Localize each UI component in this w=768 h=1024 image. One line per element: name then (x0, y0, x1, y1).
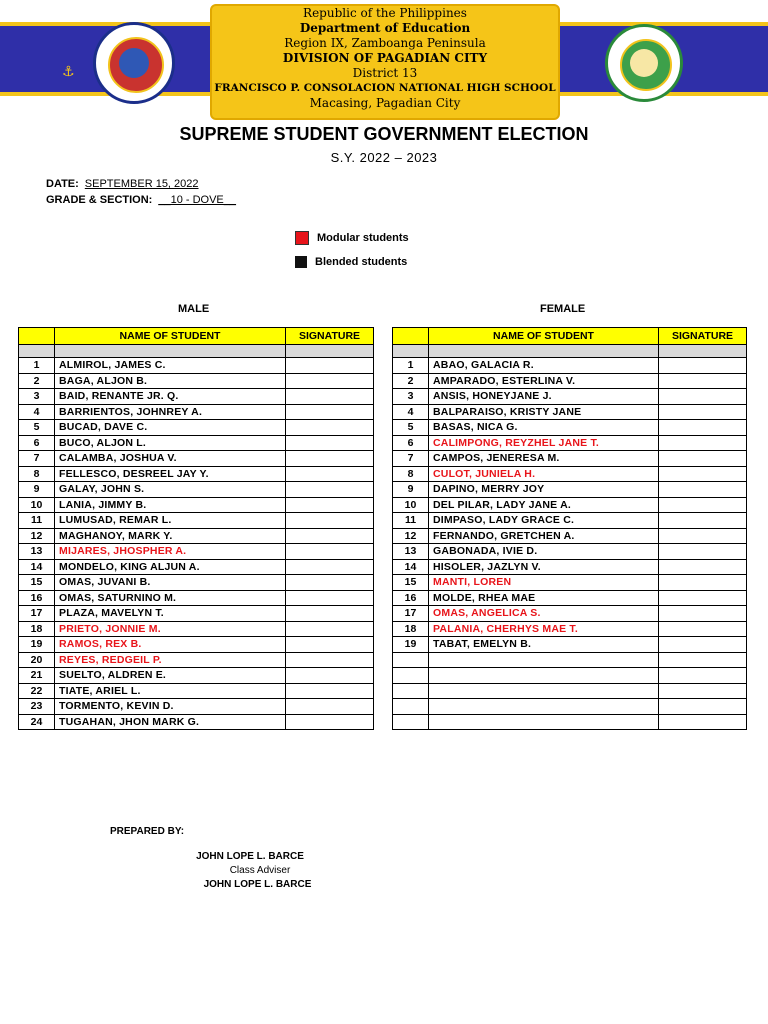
student-name: TIATE, ARIEL L. (55, 683, 286, 699)
row-number (393, 714, 429, 730)
signature-cell[interactable] (286, 420, 374, 436)
row-number: 15 (393, 575, 429, 591)
row-number: 10 (19, 497, 55, 513)
student-name: LANIA, JIMMY B. (55, 497, 286, 513)
signature-cell[interactable] (286, 652, 374, 668)
row-number: 11 (393, 513, 429, 529)
signature-cell[interactable] (659, 699, 747, 715)
row-number: 12 (393, 528, 429, 544)
signature-cell[interactable] (286, 435, 374, 451)
date-value: SEPTEMBER 15, 2022 (84, 178, 199, 190)
row-number: 1 (19, 358, 55, 374)
signature-cell[interactable] (659, 668, 747, 684)
row-number: 15 (19, 575, 55, 591)
student-name: MAGHANOY, MARK Y. (55, 528, 286, 544)
row-number: 14 (393, 559, 429, 575)
header-line-region: Region IX, Zamboanga Peninsula (284, 36, 486, 50)
signature-cell[interactable] (659, 683, 747, 699)
signature-cell[interactable] (286, 637, 374, 653)
student-name: BAID, RENANTE JR. Q. (55, 389, 286, 405)
adviser-name-repeat: JOHN LOPE L. BARCE (203, 879, 312, 890)
signature-cell[interactable] (659, 435, 747, 451)
table-row (19, 652, 374, 668)
name-header: NAME OF STUDENT (55, 328, 286, 345)
table-row (19, 559, 374, 575)
table-row (19, 404, 374, 420)
student-name (429, 668, 659, 684)
page-title: SUPREME STUDENT GOVERNMENT ELECTION (179, 124, 589, 144)
row-number: 17 (19, 606, 55, 622)
row-number: 2 (19, 373, 55, 389)
row-number: 2 (393, 373, 429, 389)
table-row (393, 389, 747, 405)
row-number: 13 (19, 544, 55, 560)
row-number: 9 (393, 482, 429, 498)
table-row (19, 714, 374, 730)
row-number (393, 683, 429, 699)
date-row (46, 178, 199, 190)
table-row (393, 714, 747, 730)
header-line-republic: Republic of the Philippines (303, 6, 467, 20)
prepared-by-label: PREPARED BY: (110, 826, 185, 837)
table-row (19, 699, 374, 715)
signature-cell[interactable] (659, 451, 747, 467)
student-name: RAMOS, REX B. (55, 637, 286, 653)
student-name: ANSIS, HONEYJANE J. (429, 389, 659, 405)
signature-cell[interactable] (659, 482, 747, 498)
student-name: CALIMPONG, REYZHEL JANE T. (429, 435, 659, 451)
header-line-district: District 13 (352, 66, 418, 80)
table-row (19, 575, 374, 591)
student-name: BUCO, ALJON L. (55, 435, 286, 451)
legend-modular-label: Modular students (317, 231, 409, 244)
spacer-row (393, 345, 747, 358)
student-name (429, 683, 659, 699)
table-row (393, 559, 747, 575)
student-name: AMPARADO, ESTERLINA V. (429, 373, 659, 389)
row-number: 20 (19, 652, 55, 668)
grade-row (46, 194, 236, 206)
row-number: 4 (393, 404, 429, 420)
name-header: NAME OF STUDENT (429, 328, 659, 345)
student-name: TABAT, EMELYN B. (429, 637, 659, 653)
signature-cell[interactable] (286, 482, 374, 498)
row-number: 19 (393, 637, 429, 653)
row-number: 4 (19, 404, 55, 420)
adviser-role: Class Adviser (229, 865, 291, 876)
student-name: PALANIA, CHERHYS MAE T. (429, 621, 659, 637)
row-number: 19 (19, 637, 55, 653)
female-heading: FEMALE (540, 303, 586, 315)
signature-cell[interactable] (286, 606, 374, 622)
table-row (19, 451, 374, 467)
student-name: BASAS, NICA G. (429, 420, 659, 436)
signature-cell[interactable] (286, 714, 374, 730)
row-number: 22 (19, 683, 55, 699)
table-row (393, 590, 747, 606)
student-name: TUGAHAN, JHON MARK G. (55, 714, 286, 730)
student-name: FELLESCO, DESREEL JAY Y. (55, 466, 286, 482)
row-number: 18 (19, 621, 55, 637)
signature-cell[interactable] (286, 621, 374, 637)
student-name: TORMENTO, KEVIN D. (55, 699, 286, 715)
row-number: 14 (19, 559, 55, 575)
row-number: 6 (19, 435, 55, 451)
spacer-row (19, 345, 374, 358)
table-header-row (393, 328, 747, 345)
signature-cell[interactable] (659, 358, 747, 374)
signature-cell[interactable] (286, 373, 374, 389)
row-number (393, 652, 429, 668)
adviser-name: JOHN LOPE L. BARCE (196, 851, 304, 862)
student-name: LUMUSAD, REMAR L. (55, 513, 286, 529)
table-row (19, 482, 374, 498)
student-name: BARRIENTOS, JOHNREY A. (55, 404, 286, 420)
signature-cell[interactable] (286, 404, 374, 420)
row-number: 8 (393, 466, 429, 482)
header-text (210, 6, 560, 111)
signature-cell[interactable] (286, 544, 374, 560)
student-name: GALAY, JOHN S. (55, 482, 286, 498)
student-name: ABAO, GALACIA R. (429, 358, 659, 374)
table-row (19, 590, 374, 606)
table-row (393, 420, 747, 436)
signature-cell[interactable] (659, 621, 747, 637)
row-number: 7 (393, 451, 429, 467)
grade-label: GRADE & SECTION: (46, 194, 153, 206)
student-name: MIJARES, JHOSPHER A. (55, 544, 286, 560)
legend-blended (295, 256, 407, 268)
signature-cell[interactable] (286, 513, 374, 529)
signature-cell[interactable] (659, 466, 747, 482)
row-number: 8 (19, 466, 55, 482)
table-row (393, 699, 747, 715)
student-name: PRIETO, JONNIE M. (55, 621, 286, 637)
student-name: BALPARAISO, KRISTY JANE (429, 404, 659, 420)
student-name: CULOT, JUNIELA H. (429, 466, 659, 482)
student-name: MONDELO, KING ALJUN A. (55, 559, 286, 575)
signature-cell[interactable] (659, 606, 747, 622)
table-row (393, 528, 747, 544)
row-number: 11 (19, 513, 55, 529)
letterhead (0, 0, 768, 120)
deped-seal-icon (93, 22, 175, 104)
row-number: 24 (19, 714, 55, 730)
row-number: 7 (19, 451, 55, 467)
signature-cell[interactable] (659, 513, 747, 529)
row-number: 1 (393, 358, 429, 374)
number-header (19, 328, 55, 345)
table-row (393, 513, 747, 529)
table-row (19, 497, 374, 513)
signature-cell[interactable] (286, 528, 374, 544)
signature-header: SIGNATURE (286, 328, 374, 345)
row-number: 3 (393, 389, 429, 405)
row-number (393, 699, 429, 715)
signature-cell[interactable] (286, 575, 374, 591)
table-row (19, 606, 374, 622)
header-line-school: FRANCISCO P. CONSOLACION NATIONAL HIGH SCHOOL (214, 82, 556, 94)
row-number: 23 (19, 699, 55, 715)
student-name: DEL PILAR, LADY JANE A. (429, 497, 659, 513)
signature-cell[interactable] (286, 466, 374, 482)
student-name: PLAZA, MAVELYN T. (55, 606, 286, 622)
table-row (19, 621, 374, 637)
female-table (392, 327, 747, 730)
student-name: BUCAD, DAVE C. (55, 420, 286, 436)
row-number: 6 (393, 435, 429, 451)
student-name: ALMIROL, JAMES C. (55, 358, 286, 374)
student-name: FERNANDO, GRETCHEN A. (429, 528, 659, 544)
student-name: SUELTO, ALDREN E. (55, 668, 286, 684)
table-row (19, 373, 374, 389)
anchor-icon: ⚓ (62, 64, 75, 80)
table-row (393, 497, 747, 513)
student-name: CALAMBA, JOSHUA V. (55, 451, 286, 467)
row-number: 16 (19, 590, 55, 606)
signature-cell[interactable] (659, 420, 747, 436)
student-name: MOLDE, RHEA MAE (429, 590, 659, 606)
signature-header: SIGNATURE (659, 328, 747, 345)
student-name: OMAS, JUVANI B. (55, 575, 286, 591)
student-name: HISOLER, JAZLYN V. (429, 559, 659, 575)
school-seal-icon (605, 24, 683, 102)
grade-value: __10 - DOVE__ (158, 194, 236, 206)
table-header-row (19, 328, 374, 345)
signature-cell[interactable] (286, 683, 374, 699)
signature-cell[interactable] (659, 544, 747, 560)
table-row (19, 668, 374, 684)
table-row (19, 683, 374, 699)
row-number: 10 (393, 497, 429, 513)
signature-cell[interactable] (659, 714, 747, 730)
black-square-icon (295, 256, 307, 268)
table-row (19, 544, 374, 560)
student-name: DIMPASO, LADY GRACE C. (429, 513, 659, 529)
row-number (393, 668, 429, 684)
legend-blended-label: Blended students (315, 256, 408, 268)
signature-cell[interactable] (659, 389, 747, 405)
row-number: 13 (393, 544, 429, 560)
student-name: GABONADA, IVIE D. (429, 544, 659, 560)
table-row (19, 389, 374, 405)
table-row (393, 451, 747, 467)
table-row (393, 621, 747, 637)
row-number: 5 (19, 420, 55, 436)
table-row (19, 420, 374, 436)
table-row (19, 466, 374, 482)
table-row (19, 358, 374, 374)
row-number: 3 (19, 389, 55, 405)
table-row (19, 528, 374, 544)
table-row (19, 435, 374, 451)
table-row (393, 606, 747, 622)
table-row (393, 544, 747, 560)
student-name: BAGA, ALJON B. (55, 373, 286, 389)
header-line-department: Department of Education (299, 21, 471, 35)
signature-cell[interactable] (286, 358, 374, 374)
table-row (393, 358, 747, 374)
table-row (393, 373, 747, 389)
table-row (393, 668, 747, 684)
student-name: OMAS, ANGELICA S. (429, 606, 659, 622)
row-number: 9 (19, 482, 55, 498)
signature-cell[interactable] (659, 590, 747, 606)
signature-cell[interactable] (286, 559, 374, 575)
table-row (393, 575, 747, 591)
student-name: REYES, REDGEIL P. (55, 652, 286, 668)
student-name (429, 652, 659, 668)
table-row (393, 652, 747, 668)
signature-cell[interactable] (286, 590, 374, 606)
signature-cell[interactable] (286, 497, 374, 513)
signature-cell[interactable] (659, 652, 747, 668)
signature-cell[interactable] (286, 699, 374, 715)
school-year: S.Y. 2022 – 2023 (330, 150, 438, 165)
row-number: 21 (19, 668, 55, 684)
signature-cell[interactable] (659, 528, 747, 544)
row-number: 12 (19, 528, 55, 544)
student-name (429, 699, 659, 715)
row-number: 18 (393, 621, 429, 637)
student-name: MANTI, LOREN (429, 575, 659, 591)
table-row (393, 466, 747, 482)
male-heading: MALE (178, 303, 210, 315)
student-name (429, 714, 659, 730)
red-square-icon (295, 231, 309, 245)
signature-cell[interactable] (286, 668, 374, 684)
signature-cell[interactable] (286, 451, 374, 467)
row-number: 16 (393, 590, 429, 606)
table-row (393, 637, 747, 653)
date-label: DATE: (46, 178, 79, 190)
student-name: DAPINO, MERRY JOY (429, 482, 659, 498)
signature-cell[interactable] (659, 497, 747, 513)
male-table (18, 327, 374, 730)
table-row (393, 482, 747, 498)
student-name: CAMPOS, JENERESA M. (429, 451, 659, 467)
row-number: 5 (393, 420, 429, 436)
legend-modular (295, 231, 409, 245)
header-line-address: Macasing, Pagadian City (309, 96, 461, 110)
row-number: 17 (393, 606, 429, 622)
table-row (393, 435, 747, 451)
number-header (393, 328, 429, 345)
signature-cell[interactable] (659, 637, 747, 653)
table-row (19, 637, 374, 653)
signature-cell[interactable] (659, 559, 747, 575)
header-line-division: DIVISION OF PAGADIAN CITY (282, 51, 488, 65)
signature-cell[interactable] (286, 389, 374, 405)
signature-cell[interactable] (659, 404, 747, 420)
signature-cell[interactable] (659, 575, 747, 591)
table-row (393, 683, 747, 699)
table-row (19, 513, 374, 529)
signature-cell[interactable] (659, 373, 747, 389)
table-row (393, 404, 747, 420)
student-name: OMAS, SATURNINO M. (55, 590, 286, 606)
